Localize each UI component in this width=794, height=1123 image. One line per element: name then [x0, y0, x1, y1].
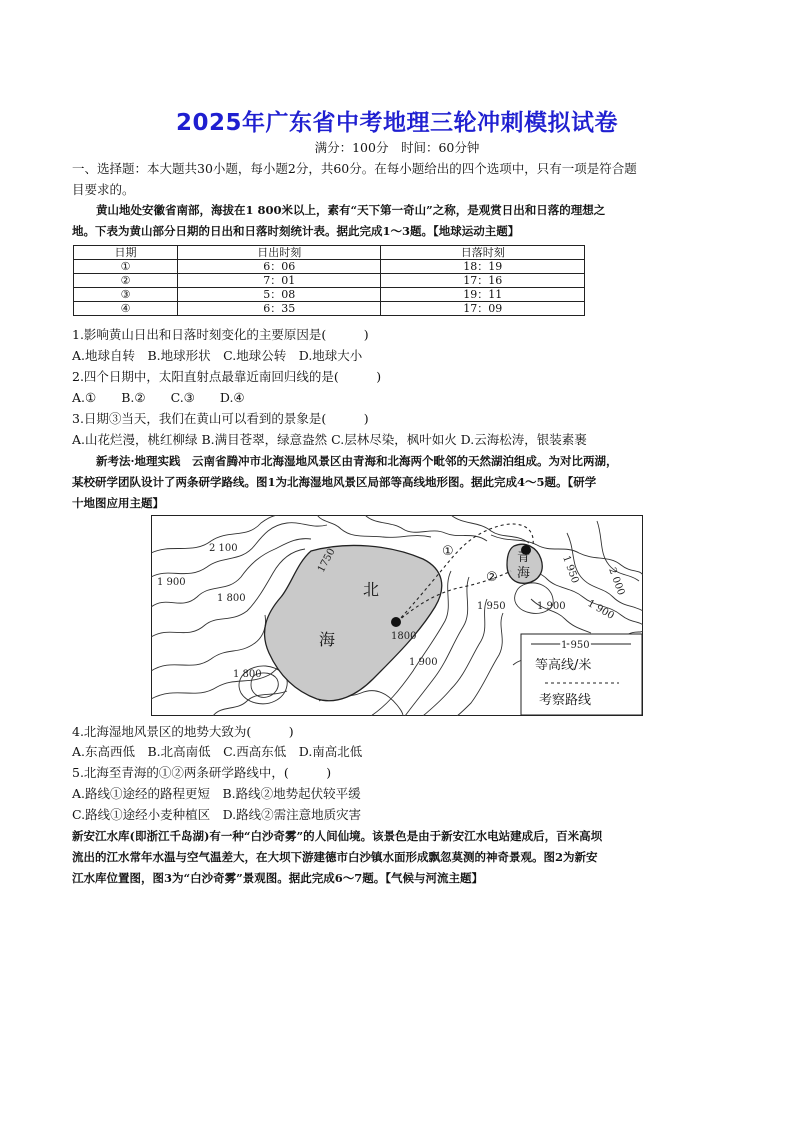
exam-info: 满分：100分 时间：60分钟	[314, 140, 480, 155]
passage-beihai	[72, 451, 722, 514]
table-header-sunrise: 日出时刻	[178, 246, 381, 260]
contour-label: 1 900	[585, 598, 616, 622]
question-1-options: A.地球自转 B.地球形状 C.地球公转 D.地球大小	[72, 348, 363, 363]
legend-contour-value: 1 950	[561, 640, 590, 651]
page-title: 2025年广东省中考地理三轮冲刺模拟试卷	[175, 110, 618, 136]
question-3-options: A.山花烂漫，桃红柳绿 B.满目苍翠，绿意盎然 C.层林尽染，枫叶如火 D.云海松涛，银装素裹	[72, 432, 587, 447]
contour-label: 1750	[315, 546, 338, 575]
section-line-1: 一、选择题：本大题共30小题，每小题2分，共60分。在每小题给出的四个选项中，只有一项是符合题	[72, 161, 637, 176]
table-cell: 7：01	[178, 274, 381, 288]
contour-map	[151, 515, 643, 716]
table-cell: 6：06	[178, 260, 381, 274]
contour-label: 2 100	[209, 543, 238, 554]
table-cell: 17：09	[381, 302, 585, 316]
contour-label: 1 800	[217, 593, 246, 604]
section-line-2: 目要求的。	[72, 182, 135, 197]
table-cell: 5：08	[178, 288, 381, 302]
passage-3-line-2: 流出的江水常年水温与空气温差大，在大坝下游建德市白沙镇水面形成飘忽莫测的神奇景观。图2为新安	[72, 850, 598, 864]
contour-label: 1 800	[233, 669, 262, 680]
legend-contour-label: 等高线/米	[535, 658, 592, 673]
table-cell: ①	[74, 260, 178, 274]
passage-1-line-1: 黄山地处安徽省南部，海拔在1 800米以上，素有“天下第一奇山”之称，是观赏日出和日落的理想之	[96, 203, 606, 217]
table-cell: 6：35	[178, 302, 381, 316]
table-row	[74, 274, 585, 288]
table-row	[74, 288, 585, 302]
question-2-stem: 2.四个日期中，太阳直射点最靠近南回归线的是( )	[72, 369, 382, 384]
lake-qinghai-label-1: 青	[517, 550, 531, 565]
question-4-options: A.东高西低 B.北高南低 C.西高东低 D.南高北低	[72, 744, 363, 759]
passage-1-line-2: 地。下表为黄山部分日期的日出和日落时刻统计表。据此完成1～3题。【地球运动主题】	[72, 224, 520, 238]
route-2-label: ②	[486, 570, 498, 585]
contour-label: 1800	[391, 631, 417, 642]
contour-label: 2 000	[606, 566, 627, 597]
table-header-row	[74, 246, 585, 260]
passage-3-line-1: 新安江水库(即浙江千岛湖)有一种“白沙奇雾”的人间仙境。该景色是由于新安江水电站建成后，百米高坝	[72, 829, 603, 843]
contour-label: 1 900	[409, 657, 438, 668]
table-row	[74, 260, 585, 274]
lake-qinghai-label-2: 海	[517, 566, 531, 581]
contour-label: 1 950	[560, 554, 581, 585]
lake-beihai-label-1: 北	[363, 580, 380, 599]
passage-huangshan	[72, 200, 722, 242]
question-1-stem: 1.影响黄山日出和日落时刻变化的主要原因是( )	[72, 327, 369, 342]
beihai-start-point	[391, 617, 401, 627]
sunrise-sunset-table	[73, 245, 585, 316]
section-instruction	[72, 158, 722, 200]
table-header-sunset: 日落时刻	[381, 246, 585, 260]
table-row	[74, 302, 585, 316]
contour-label: 1 950	[477, 601, 506, 612]
table-cell: 18：19	[381, 260, 585, 274]
table-cell: ③	[74, 288, 178, 302]
table-cell: 19：11	[381, 288, 585, 302]
legend-route-label: 考察路线	[539, 693, 592, 708]
question-4-stem: 4.北海湿地风景区的地势大致为( )	[72, 724, 294, 739]
table-cell: 17：16	[381, 274, 585, 288]
passage-2-line-1: 新考法·地理实践 云南省腾冲市北海湿地风景区由青海和北海两个毗邻的天然湖泊组成。为对比两湖，	[96, 454, 618, 468]
contour-label: 1 900	[157, 577, 186, 588]
question-3-stem: 3.日期③当天，我们在黄山可以看到的景象是( )	[72, 411, 369, 426]
route-1-label: ①	[442, 544, 454, 559]
question-5-stem: 5.北海至青海的①②两条研学路线中，( )	[72, 765, 332, 780]
map-legend	[521, 634, 642, 715]
table-header-date: 日期	[74, 246, 178, 260]
question-2-options: A.① B.② C.③ D.④	[72, 390, 245, 405]
passage-2-line-3: 十地图应用主题】	[72, 496, 164, 510]
contour-label: 1 900	[537, 601, 566, 612]
table-cell: ②	[74, 274, 178, 288]
passage-3-line-3: 江水库位置图，图3为“白沙奇雾”景观图。据此完成6～7题。【气候与河流主题】	[72, 871, 483, 885]
passage-xinanjiang	[72, 826, 722, 889]
lake-beihai-label-2: 海	[319, 630, 336, 649]
question-5-options-ab: A.路线①途经的路程更短 B.路线②地势起伏较平缓	[72, 786, 361, 801]
table-cell: ④	[74, 302, 178, 316]
question-5-options-cd: C.路线①途经小麦种植区 D.路线②需注意地质灾害	[72, 807, 362, 822]
passage-2-line-2: 某校研学团队设计了两条研学路线。图1为北海湿地风景区局部等高线地形图。据此完成4～5题。【研学	[72, 475, 597, 489]
